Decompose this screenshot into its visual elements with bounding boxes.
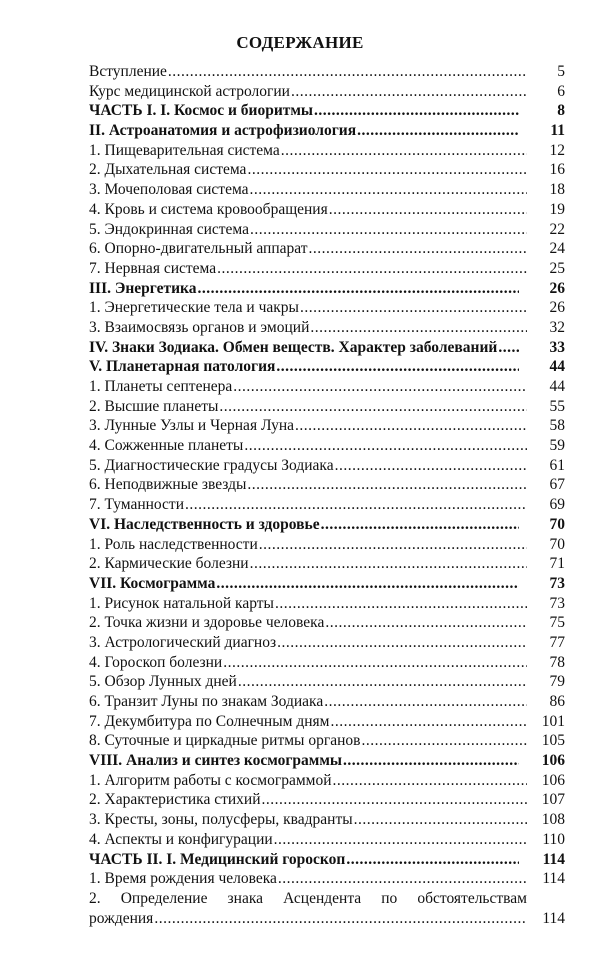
dot-leader: [259, 535, 527, 555]
page-title: СОДЕРЖАНИЕ: [236, 33, 364, 52]
toc-entry-word: 2.: [89, 889, 101, 907]
toc-page-number: 55: [549, 397, 565, 415]
toc-entry-title: 1. Алгоритм работы с космограммой: [89, 771, 332, 789]
toc-page-number: 11: [550, 122, 565, 140]
toc-entry-word: Асцендента: [283, 889, 362, 907]
dot-leader: [300, 298, 527, 318]
toc-page-number: 59: [549, 437, 565, 455]
toc-entry[interactable]: [89, 554, 565, 574]
toc-entry-title: 4. Гороскоп болезни: [89, 653, 223, 671]
dot-leader: [250, 220, 527, 240]
dot-leader: [223, 653, 527, 673]
toc-page-number: 24: [549, 240, 565, 258]
toc-page-number: 26: [549, 279, 565, 297]
toc-entry[interactable]: [89, 475, 565, 495]
dot-leader: [333, 771, 528, 791]
toc-page-number: 26: [549, 299, 565, 317]
toc-page-number: 114: [542, 870, 565, 888]
dot-leader: [357, 121, 519, 141]
toc-entry-title: ЧАСТЬ I. I. Космос и биоритмы: [89, 102, 314, 120]
toc-entry[interactable]: [89, 239, 565, 259]
toc-page-number: 105: [541, 732, 565, 750]
toc-page-number: 70: [549, 515, 565, 533]
dot-leader: [361, 731, 527, 751]
toc-entry-title: 5. Обзор Лунных дней: [89, 673, 237, 691]
toc-page-number: 8: [557, 102, 565, 120]
toc-entry-title: 3. Астрологический диагноз: [89, 633, 277, 651]
dot-leader: [250, 180, 527, 200]
toc-entry[interactable]: [89, 810, 565, 830]
toc-entry-title: IV. Знаки Зодиака. Обмен веществ. Характер заболеваний: [89, 338, 498, 356]
toc-section[interactable]: [89, 279, 565, 299]
toc-entry[interactable]: [89, 909, 565, 929]
toc-page-number: 16: [549, 161, 565, 179]
toc-entry-title: 1. Время рождения человека: [89, 870, 277, 888]
toc-page-number: 18: [549, 181, 565, 199]
toc-entry-title: ЧАСТЬ II. I. Медицинский гороскоп: [89, 850, 346, 868]
dot-leader: [295, 416, 527, 436]
dot-leader: [354, 810, 527, 830]
toc-entry-title: Курс медицинской астрологии: [89, 82, 290, 100]
toc-entry[interactable]: [89, 436, 565, 456]
toc-entry[interactable]: [89, 535, 565, 555]
toc-page-number: 101: [541, 712, 565, 730]
toc-page-number: 22: [549, 220, 565, 238]
toc-entry[interactable]: [89, 397, 565, 417]
dot-leader: [185, 495, 527, 515]
toc-entry-title: 1. Пищеварительная система: [89, 141, 280, 159]
toc-entry-title-line1[interactable]: [89, 889, 527, 909]
toc-section[interactable]: [89, 338, 565, 358]
toc-page-number: 110: [542, 830, 565, 848]
toc-entry-title: 3. Лунные Узлы и Черная Луна: [89, 417, 294, 435]
toc-entry-word: знака: [227, 889, 264, 907]
toc-page-number: 71: [549, 555, 565, 573]
toc-entry-title: 4. Аспекты и конфигурации: [89, 830, 273, 848]
dot-leader: [168, 62, 527, 82]
toc-entry[interactable]: [89, 160, 565, 180]
dot-leader: [233, 377, 527, 397]
toc-page-number: 33: [549, 338, 565, 356]
dot-leader: [277, 633, 527, 653]
toc-page-number: 73: [549, 594, 565, 612]
toc-entry-title: 7. Нервная система: [89, 259, 217, 277]
toc-page-number: 44: [549, 378, 565, 395]
toc-page-number: 19: [549, 200, 565, 218]
toc-page-number: 25: [549, 259, 565, 277]
toc-entry-title: 3. Кресты, зоны, полусферы, квадранты: [89, 811, 353, 829]
toc-entry[interactable]: [89, 712, 565, 732]
toc-entry[interactable]: [89, 495, 565, 515]
toc-entry-word: по: [381, 889, 398, 907]
toc-page-number: 106: [541, 771, 565, 789]
toc-entry-title: 2. Характеристика стихий: [89, 791, 261, 809]
toc-entry[interactable]: [89, 141, 565, 161]
toc-entry-title: 3. Мочеполовая система: [89, 181, 249, 199]
toc-entry-title: 6. Опорно-двигательный аппарат: [89, 240, 308, 258]
toc-section[interactable]: [89, 121, 565, 141]
toc-page-number: 106: [541, 752, 565, 770]
toc-entry-title: VI. Наследственность и здоровье: [89, 515, 320, 533]
toc-entry-title-line2: рождения: [89, 909, 154, 927]
toc-page-number: 5: [557, 63, 565, 80]
dot-leader: [250, 554, 527, 574]
toc-page-number: 32: [549, 318, 565, 336]
toc-page-number: 107: [541, 791, 565, 809]
toc-entry-title: 2. Точка жизни и здоровье человека: [89, 614, 325, 632]
toc-entry[interactable]: [89, 259, 565, 279]
toc-entry[interactable]: [89, 731, 565, 751]
dot-leader: [309, 239, 527, 259]
dot-leader: [329, 200, 527, 220]
toc-entry[interactable]: [89, 456, 565, 476]
toc-entry-title: 8. Суточные и циркадные ритмы органов: [89, 732, 361, 750]
toc-page-number: 69: [549, 496, 565, 514]
dot-leader: [346, 850, 519, 870]
dot-leader: [498, 338, 519, 358]
dot-leader: [275, 594, 527, 614]
toc-section[interactable]: [89, 574, 565, 594]
toc-entry-word: Определение: [120, 889, 208, 907]
dot-leader: [321, 515, 519, 535]
dot-leader: [278, 869, 527, 889]
toc-page-number: 114: [542, 850, 565, 868]
dot-leader: [274, 830, 527, 850]
dot-leader: [216, 574, 519, 594]
toc-page-number: 67: [549, 476, 565, 494]
toc-page-number: 44: [549, 358, 565, 376]
dot-leader: [314, 101, 519, 121]
dot-leader: [198, 279, 520, 299]
toc-entry[interactable]: [89, 62, 565, 82]
toc-page-number: 73: [549, 574, 565, 592]
dot-leader: [330, 712, 527, 732]
toc-entry[interactable]: [89, 220, 565, 240]
toc-page-number: 78: [549, 653, 565, 671]
toc-page-number: 12: [549, 141, 565, 159]
dot-leader: [219, 397, 527, 417]
dot-leader: [310, 318, 527, 338]
toc-page-number: 75: [549, 614, 565, 632]
dot-leader: [335, 456, 527, 476]
toc-entry-title: 6. Транзит Луны по знакам Зодиака: [89, 693, 324, 710]
toc-entry[interactable]: [89, 82, 565, 102]
toc-entry-title: VIII. Анализ и синтез космограммы: [89, 752, 343, 770]
toc-entry-title: 2. Дыхательная система: [89, 161, 247, 179]
toc-entry[interactable]: [89, 692, 565, 712]
toc-entry[interactable]: [89, 318, 565, 338]
toc-page-number: 58: [549, 417, 565, 435]
toc-entry-word: обстоятельствам: [417, 889, 527, 907]
toc-entry[interactable]: [89, 771, 565, 791]
toc-entry-title: III. Энергетика: [89, 279, 197, 297]
dot-leader: [244, 436, 527, 456]
dot-leader: [247, 475, 527, 495]
toc-entry-title: 3. Взаимосвязь органов и эмоций: [89, 318, 310, 336]
toc-entry-title: II. Астроанатомия и астрофизиология: [89, 122, 357, 140]
dot-leader: [291, 82, 527, 102]
toc-entry[interactable]: [89, 830, 565, 850]
toc-entry[interactable]: [89, 594, 565, 614]
toc-entry-title: 7. Туманности: [89, 496, 184, 514]
toc-entry-title: VII. Космограмма: [89, 574, 216, 592]
dot-leader: [276, 357, 519, 377]
toc-section[interactable]: [89, 850, 565, 870]
toc-entry-title: 1. Роль наследственности: [89, 535, 258, 553]
dot-leader: [247, 160, 527, 180]
toc-entry[interactable]: [89, 869, 565, 889]
toc-entry[interactable]: [89, 790, 565, 810]
toc-entry[interactable]: [89, 377, 565, 397]
toc-entry[interactable]: [89, 180, 565, 200]
dot-leader: [154, 909, 527, 929]
toc-page-number: 6: [557, 82, 565, 100]
toc-page-number: 77: [549, 633, 565, 651]
toc-entry-title: 6. Неподвижные звезды: [89, 476, 247, 494]
toc-entry-title: 2. Высшие планеты: [89, 397, 219, 415]
toc-entry-title: V. Планетарная патология: [89, 358, 276, 376]
toc-entry[interactable]: [89, 672, 565, 692]
dot-leader: [324, 692, 527, 712]
toc-section[interactable]: [89, 751, 565, 771]
toc-entry-title: 1. Планеты септенера: [89, 378, 233, 395]
toc-entry[interactable]: [89, 200, 565, 220]
toc-page-number: 70: [549, 535, 565, 553]
toc-section[interactable]: [89, 515, 565, 535]
toc-page-number: 79: [549, 673, 565, 691]
toc-entry-title: 1. Рисунок натальной карты: [89, 594, 274, 612]
toc-entry[interactable]: [89, 653, 565, 673]
dot-leader: [217, 259, 527, 279]
toc-entry[interactable]: [89, 613, 565, 633]
toc-page-number: 114: [542, 909, 565, 927]
toc-entry[interactable]: [89, 633, 565, 653]
dot-leader: [281, 141, 527, 161]
toc-entry-title: 7. Декумбитура по Солнечным дням: [89, 712, 330, 730]
toc-entry[interactable]: [89, 416, 565, 436]
toc-page-number: 108: [541, 811, 565, 829]
toc-entry-title: 5. Диагностические градусы Зодиака: [89, 456, 334, 474]
table-of-contents: [89, 62, 565, 928]
toc-entry-title: 2. Кармические болезни: [89, 555, 249, 573]
dot-leader: [343, 751, 519, 771]
dot-leader: [238, 672, 527, 692]
toc-section[interactable]: [89, 101, 565, 121]
toc-entry-title: Вступление: [89, 63, 167, 80]
toc-entry-title: 5. Эндокринная система: [89, 220, 250, 238]
toc-entry[interactable]: [89, 298, 565, 318]
dot-leader: [262, 790, 527, 810]
toc-section[interactable]: [89, 357, 565, 377]
toc-page-number: 86: [549, 693, 565, 710]
toc-page-number: 61: [549, 456, 565, 474]
toc-entry-title: 4. Сожженные планеты: [89, 437, 244, 455]
dot-leader: [325, 613, 527, 633]
toc-entry-title: 1. Энергетические тела и чакры: [89, 299, 299, 317]
toc-entry-title: 4. Кровь и система кровообращения: [89, 200, 328, 218]
